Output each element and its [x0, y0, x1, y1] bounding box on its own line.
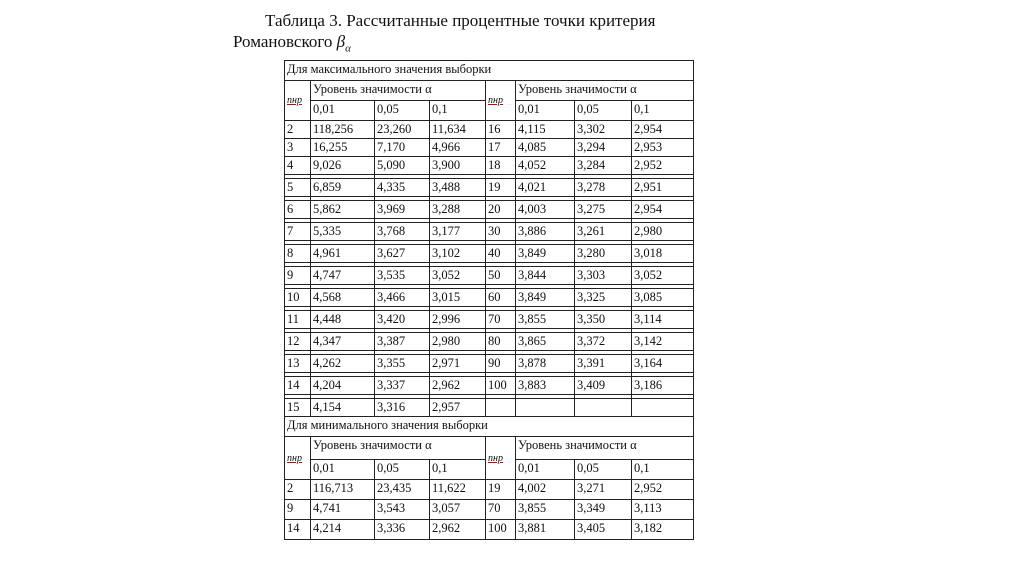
table-cell: 2,996 [430, 311, 486, 329]
caption-line-2-prefix: Романовского [233, 32, 337, 51]
n-value-cell: 20 [486, 201, 516, 219]
table-cell: 23,435 [375, 480, 430, 500]
table-cell: 3,372 [575, 333, 632, 351]
n-label-text: nнр [287, 95, 302, 106]
n-label-left [285, 437, 311, 480]
n-value-cell: 100 [486, 520, 516, 540]
table-cell: 3,391 [575, 355, 632, 373]
table-row [285, 121, 694, 139]
table-cell: 3,535 [375, 267, 430, 285]
level-label-left: Уровень значимости α [311, 81, 486, 101]
n-label-left [285, 81, 311, 121]
n-value-cell: 90 [486, 355, 516, 373]
n-label-right [486, 81, 516, 121]
table-cell: 3,052 [430, 267, 486, 285]
n-value-cell: 40 [486, 245, 516, 263]
table-cell: 3,350 [575, 311, 632, 329]
table-cell: 3,878 [516, 355, 575, 373]
table-cell: 6,859 [311, 179, 375, 197]
table-cell: 3,294 [575, 139, 632, 157]
alpha-005-left: 0,05 [375, 460, 430, 480]
percent-points-table [284, 60, 694, 540]
level-label-left: Уровень значимости α [311, 437, 486, 460]
table-cell: 3,261 [575, 223, 632, 241]
min-section-title: Для минимального значения выборки [285, 417, 694, 437]
table-cell: 3,302 [575, 121, 632, 139]
n-value-cell: 9 [285, 267, 311, 285]
table-cell: 3,018 [632, 245, 694, 263]
table-cell: 3,325 [575, 289, 632, 307]
n-label-text: nнр [488, 95, 503, 106]
section-title-row [285, 417, 694, 437]
alpha-01-right: 0,1 [632, 460, 694, 480]
table-row [285, 223, 694, 241]
table-cell: 3,177 [430, 223, 486, 241]
n-value-cell: 19 [486, 480, 516, 500]
table-cell: 3,387 [375, 333, 430, 351]
n-value-cell: 4 [285, 157, 311, 175]
table-cell: 3,113 [632, 500, 694, 520]
table-cell: 3,883 [516, 377, 575, 395]
table-row [285, 201, 694, 219]
table-cell: 3,057 [430, 500, 486, 520]
table-cell: 4,347 [311, 333, 375, 351]
n-value-cell: 6 [285, 201, 311, 219]
n-value-cell: 19 [486, 179, 516, 197]
table-cell: 118,256 [311, 121, 375, 139]
table-cell: 3,849 [516, 245, 575, 263]
level-label-right: Уровень значимости α [516, 81, 694, 101]
n-value-cell: 14 [285, 520, 311, 540]
alpha-01-left: 0,1 [430, 460, 486, 480]
table-cell: 3,900 [430, 157, 486, 175]
table-cell: 3,420 [375, 311, 430, 329]
table-cell: 2,954 [632, 121, 694, 139]
table-cell: 3,337 [375, 377, 430, 395]
n-value-cell: 14 [285, 377, 311, 395]
table-row [285, 377, 694, 395]
table-cell: 3,114 [632, 311, 694, 329]
table-cell: 4,003 [516, 201, 575, 219]
table-cell: 3,303 [575, 267, 632, 285]
table-cell: 2,971 [430, 355, 486, 373]
table-cell: 5,862 [311, 201, 375, 219]
table-cell: 2,962 [430, 520, 486, 540]
table-cell: 3,085 [632, 289, 694, 307]
table-row [285, 267, 694, 285]
table-cell: 4,448 [311, 311, 375, 329]
table-cell: 3,969 [375, 201, 430, 219]
n-value-cell: 7 [285, 223, 311, 241]
n-value-cell: 80 [486, 333, 516, 351]
table-cell: 3,186 [632, 377, 694, 395]
caption-line-2 [233, 32, 351, 55]
level-label-right: Уровень значимости α [516, 437, 694, 460]
n-value-cell: 9 [285, 500, 311, 520]
n-value-cell: 8 [285, 245, 311, 263]
table-cell: 2,980 [430, 333, 486, 351]
n-value-cell: 100 [486, 377, 516, 395]
table-row [285, 399, 694, 417]
table-cell: 7,170 [375, 139, 430, 157]
min-section-header [285, 417, 694, 480]
n-label-right [486, 437, 516, 480]
table-cell: 3,881 [516, 520, 575, 540]
table-cell: 4,204 [311, 377, 375, 395]
table-cell: 3,855 [516, 311, 575, 329]
table-cell: 4,262 [311, 355, 375, 373]
alpha-01-right: 0,1 [632, 101, 694, 121]
table-cell [575, 399, 632, 417]
table-cell: 3,886 [516, 223, 575, 241]
caption-line-1: Таблица 3. Рассчитанные процентные точки критерия [265, 11, 656, 30]
beta-symbol: β [336, 32, 346, 51]
table-cell: 4,115 [516, 121, 575, 139]
n-value-cell: 16 [486, 121, 516, 139]
table-cell: 4,002 [516, 480, 575, 500]
n-value-cell: 13 [285, 355, 311, 373]
table-cell: 2,952 [632, 480, 694, 500]
table-row [285, 179, 694, 197]
n-value-cell: 2 [285, 480, 311, 500]
table-cell: 3,164 [632, 355, 694, 373]
table-cell: 3,405 [575, 520, 632, 540]
table-row [285, 480, 694, 500]
table-cell [516, 399, 575, 417]
n-value-cell: 15 [285, 399, 311, 417]
table-cell: 3,543 [375, 500, 430, 520]
table-row [285, 333, 694, 351]
alpha-subscript: α [345, 42, 351, 55]
table-cell: 11,622 [430, 480, 486, 500]
table-cell: 3,288 [430, 201, 486, 219]
table-cell: 3,627 [375, 245, 430, 263]
alpha-001-right: 0,01 [516, 101, 575, 121]
n-value-cell: 70 [486, 500, 516, 520]
table-row [285, 520, 694, 540]
n-value-cell: 5 [285, 179, 311, 197]
table-cell: 2,957 [430, 399, 486, 417]
level-header-row [285, 81, 694, 101]
n-value-cell: 50 [486, 267, 516, 285]
table-caption [233, 10, 753, 59]
max-section-rows [285, 121, 694, 417]
table-cell: 2,953 [632, 139, 694, 157]
table-cell: 3,488 [430, 179, 486, 197]
table-cell: 3,052 [632, 267, 694, 285]
table-cell: 4,085 [516, 139, 575, 157]
n-value-cell: 30 [486, 223, 516, 241]
table-row [285, 245, 694, 263]
n-label-text: nнр [287, 452, 302, 464]
table-cell: 4,052 [516, 157, 575, 175]
n-value-cell: 11 [285, 311, 311, 329]
table-cell: 4,961 [311, 245, 375, 263]
table-cell: 3,271 [575, 480, 632, 500]
section-title-row [285, 61, 694, 81]
table-cell: 116,713 [311, 480, 375, 500]
table-cell: 3,409 [575, 377, 632, 395]
max-section-title: Для максимального значения выборки [285, 61, 694, 81]
alpha-005-left: 0,05 [375, 101, 430, 121]
table-cell: 3,844 [516, 267, 575, 285]
alpha-005-right: 0,05 [575, 101, 632, 121]
alpha-001-right: 0,01 [516, 460, 575, 480]
table-cell: 3,316 [375, 399, 430, 417]
table-cell: 3,275 [575, 201, 632, 219]
table-cell: 4,747 [311, 267, 375, 285]
table-row [285, 139, 694, 157]
table-cell: 2,962 [430, 377, 486, 395]
table-cell: 2,954 [632, 201, 694, 219]
n-label-text: nнр [488, 452, 503, 464]
table-cell: 5,090 [375, 157, 430, 175]
table-cell: 3,768 [375, 223, 430, 241]
alpha-005-right: 0,05 [575, 460, 632, 480]
table-body [285, 61, 694, 121]
n-value-cell: 60 [486, 289, 516, 307]
n-value-cell [486, 399, 516, 417]
table-cell: 3,466 [375, 289, 430, 307]
table-cell: 3,355 [375, 355, 430, 373]
table-cell: 4,741 [311, 500, 375, 520]
n-value-cell: 12 [285, 333, 311, 351]
table-cell: 3,855 [516, 500, 575, 520]
table-cell: 9,026 [311, 157, 375, 175]
table-cell: 3,182 [632, 520, 694, 540]
min-section-rows [285, 480, 694, 540]
level-header-row [285, 437, 694, 460]
table-row [285, 157, 694, 175]
table-cell: 3,142 [632, 333, 694, 351]
table-cell: 4,214 [311, 520, 375, 540]
n-value-cell: 18 [486, 157, 516, 175]
table-cell: 3,336 [375, 520, 430, 540]
alpha-001-left: 0,01 [311, 101, 375, 121]
n-value-cell: 70 [486, 311, 516, 329]
n-value-cell: 10 [285, 289, 311, 307]
table-cell: 3,284 [575, 157, 632, 175]
table-cell: 11,634 [430, 121, 486, 139]
table-cell: 23,260 [375, 121, 430, 139]
table-cell: 3,015 [430, 289, 486, 307]
n-value-cell: 2 [285, 121, 311, 139]
table-cell: 2,952 [632, 157, 694, 175]
table-cell: 16,255 [311, 139, 375, 157]
table-cell: 5,335 [311, 223, 375, 241]
n-value-cell: 3 [285, 139, 311, 157]
table-cell: 4,568 [311, 289, 375, 307]
table-cell [632, 399, 694, 417]
table-cell: 3,849 [516, 289, 575, 307]
table-cell: 4,021 [516, 179, 575, 197]
alpha-01-left: 0,1 [430, 101, 486, 121]
table-row [285, 289, 694, 307]
table-row [285, 355, 694, 373]
table-cell: 3,278 [575, 179, 632, 197]
alpha-001-left: 0,01 [311, 460, 375, 480]
table-row [285, 500, 694, 520]
table-cell: 2,951 [632, 179, 694, 197]
table-cell: 3,280 [575, 245, 632, 263]
table-cell: 3,102 [430, 245, 486, 263]
table-cell: 4,154 [311, 399, 375, 417]
table-cell: 2,980 [632, 223, 694, 241]
table-cell: 3,349 [575, 500, 632, 520]
table-cell: 4,966 [430, 139, 486, 157]
n-value-cell: 17 [486, 139, 516, 157]
table-cell: 3,865 [516, 333, 575, 351]
table-cell: 4,335 [375, 179, 430, 197]
table-row [285, 311, 694, 329]
